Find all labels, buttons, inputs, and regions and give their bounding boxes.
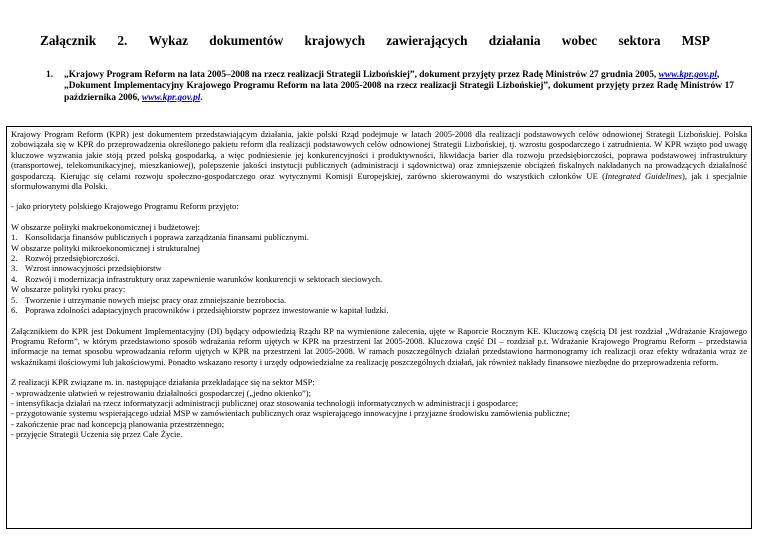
heading-word: Wykaz: [148, 33, 189, 48]
msp-item: - przyjęcie Strategii Uczenia się przez Całe Życie.: [11, 429, 183, 440]
item-text: Poprawa zdolności adaptacyjnych pracowników i przedsiębiorstw poprzez inwestowanie w kapitał ludzki.: [25, 305, 389, 316]
macro-header: W obszarze polityki makroekonomicznej i budżetowej:: [11, 221, 200, 232]
item-text: Wzrost innowacyjności przedsiębiorstw: [25, 263, 162, 274]
list-item: [11, 253, 747, 263]
heading-word: wobec: [561, 33, 598, 48]
heading-word: dokumentów: [209, 33, 284, 48]
msp-item: - przygotowanie systemu wspierającego udział MSP w zamówieniach publicznych oraz wspierającego innowacyjne i przyjazne środowisku zamówienia publiczne;: [11, 408, 570, 419]
description-box: [6, 126, 752, 529]
priorities-line: - jako priorytety polskiego Krajowego Programu Reform przyjęto:: [11, 201, 239, 212]
list-item: [11, 263, 747, 273]
heading-word: sektora: [618, 33, 661, 48]
msp-item: - zakończenie prac nad koncepcją planowania przestrzennego;: [11, 418, 225, 429]
intro-paragraph: [11, 129, 747, 191]
entry-doc1-text: „Krajowy Program Reform na lata 2005–2008 na rzecz realizacji Strategii Lizbońskiej”, dokument przyjęty przez Radę Ministrów 27 grudnia 2005,: [64, 70, 657, 80]
item-number: 6.: [11, 305, 18, 316]
list-item: [11, 232, 747, 242]
entry-doc1-link[interactable]: www.kpr.gov.pl: [658, 70, 718, 80]
entry-doc2-link[interactable]: www.kpr.gov.pl: [141, 92, 201, 103]
item-text: Tworzenie i utrzymanie nowych miejsc pracy oraz zmniejszanie bezrobocia.: [25, 294, 287, 305]
item-text: Rozwój przedsiębiorczości.: [25, 253, 120, 264]
document-entry: [46, 70, 734, 104]
micro-header: W obszarze polityki mikroekonomicznej i strukturalnej: [11, 242, 201, 253]
heading-word: MSP: [681, 33, 710, 48]
msp-item: - wprowadzenie ułatwień w rejestrowaniu działalności gospodarczej („jedno okienko”);: [11, 387, 311, 398]
entry-doc1: [64, 70, 734, 81]
heading-word: działania: [488, 33, 541, 48]
intro-text-end: ), jak i specjalnie sformułowanymi dla Polski.: [11, 170, 747, 192]
msp-item: - intensyfikacja działań na rzecz informatyzacji administracji publicznej oraz stosowania technologii informatycznych w administracji i gospodarce;: [11, 397, 519, 408]
entry-doc2-text: „Dokument Implementacyjny Krajowego Programu Reform na lata 2005-2008 na rzecz realizacji Strategii Lizbońskiej”, dokument przyjęty przez Radę Ministrów 17 października 2006,: [64, 81, 734, 103]
item-text: Konsolidacja finansów publicznych i poprawa zarządzania finansami publicznymi.: [25, 232, 309, 243]
entry-doc2-end: .: [200, 92, 203, 103]
entry-number: 1.: [46, 70, 54, 80]
heading-word: Załącznik: [40, 33, 97, 48]
msp-header: Z realizacji KPR związane m. in. następujące działania przekładające się na sektor MSP:: [11, 377, 315, 388]
heading-word: zawierających: [386, 33, 468, 48]
heading-word: krajowych: [304, 33, 366, 48]
document-heading: [40, 33, 710, 49]
item-number: 5.: [11, 294, 18, 305]
heading-word: 2.: [117, 33, 128, 48]
list-item: [11, 295, 747, 305]
entry-doc1-end: ,: [717, 70, 720, 80]
list-item: [11, 274, 747, 284]
intro-italic: Integrated Guidelines: [605, 170, 682, 181]
item-number: 4.: [11, 273, 18, 284]
entry-doc2: [64, 81, 734, 104]
intro-text: Krajowy Program Reform (KPR) jest dokumentem przedstawiającym działania, jakie polski Rząd podejmuje w latach 2005-2008 dla realizacji podstawowych celów odnowionej Strategii Lizbońskiej. Polska zobowiązała się w KPR do przeprowadzenia określonego pakietu reform dla realizacji podstawowych celów odnowionej Strategii Lizbońskiej, tj. wzrostu gospodarczego i zatrudnienia. W KPR wzięto pod uwagę kluczowe wyzwania jakie stoją przed polską gospodarką, a więc podniesienie jej konkurencyjności i produktywności, likwidacja barier dla rozwoju przedsiębiorczości, poprawa podstawowej infrastruktury (transportowej, telekomunikacyjnej, mieszkaniowej), polepszenie jakości instytucji publicznych (administracji i sądownictwa) oraz zmniejszenie obciążeń fiskalnych nakładanych na prowadzących działalność gospodarczą. Kierując się celami rozwoju społeczno-gospodarczego oraz wytycznymi Komisji Europejskiej, zarówno skierowanymi do wszystkich członków UE (: [11, 129, 747, 181]
item-number: 3.: [11, 263, 18, 274]
labour-header: W obszarze polityki rynku pracy:: [11, 284, 126, 295]
di-paragraph: Załącznikiem do KPR jest Dokument Implementacyjny (DI) będący odpowiedzią Rządu RP na wymienione zalecenia, ujęte w Raporcie Rocznym KE. Kluczową częścią DI jest rozdział „Wdrażanie Krajowego Programu Reform”, w którym przedstawiono sposób wdrażania reform ujętych w KPR na przestrzeni lat 2005-2008. Kluczowa część DI – rozdział p.t. Wdrażanie Krajowego Programu Reform – przedstawia informacje na temat sposobu wprowadzania reform ujętych w KPR na przestrzeni lat 2005-2008. W ramach poszczególnych działań przedstawiono harmonogramy ich realizacji oraz efekty wdrażania wraz ze wskaźnikami ilościowymi lub jakościowymi. Ponadto wskazano resorty i urzędy odpowiedzialne za realizację poszczególnych działań, jak również nakłady finansowe niezbędne do przeprowadzenia reform.: [11, 325, 747, 367]
list-item: [11, 305, 747, 315]
item-number: 1.: [11, 232, 18, 243]
item-text: Rozwój i modernizacja infrastruktury oraz zapewnienie warunków konkurencji w sektorach sieciowych.: [25, 273, 383, 284]
item-number: 2.: [11, 253, 18, 264]
